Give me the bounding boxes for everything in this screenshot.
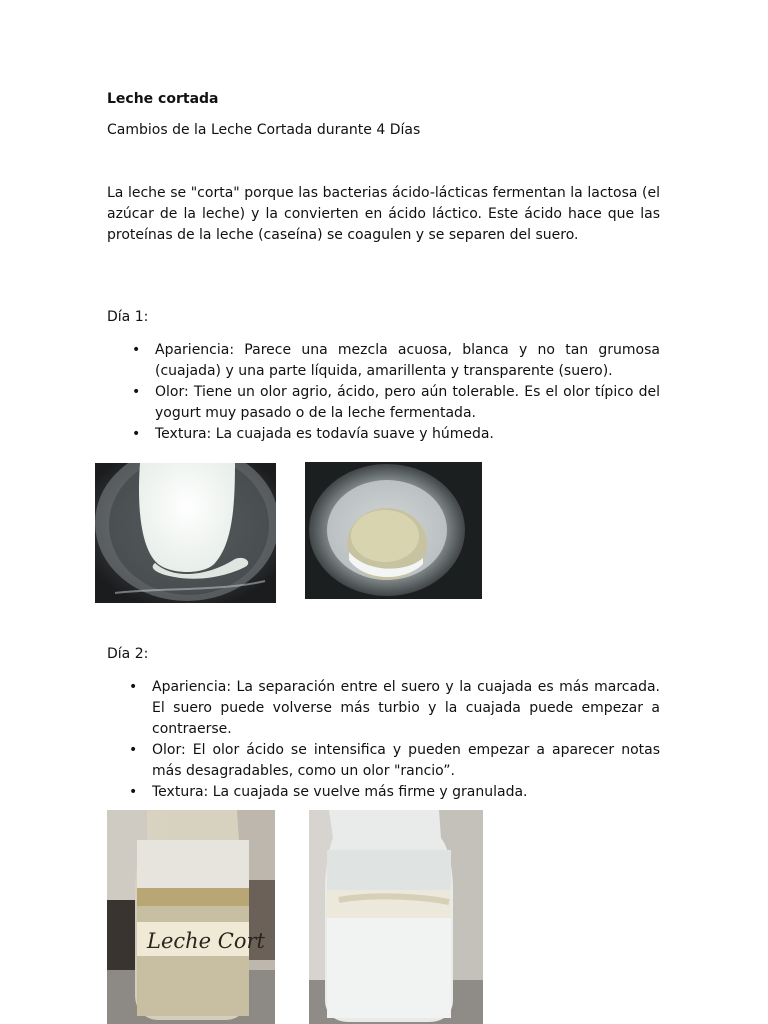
day-2-list bbox=[152, 677, 660, 803]
list-item: • Olor: Tiene un olor agrio, ácido, pero aún tolerable. Es el olor típico del yogurt muy pasado o de la leche fermentada. bbox=[155, 382, 660, 424]
day-1-heading: Día 1: bbox=[107, 309, 149, 325]
list-item: • Apariencia: La separación entre el suero y la cuajada es más marcada. El suero puede volverse más turbio y la cuajada puede empezar a contraerse. bbox=[152, 677, 660, 740]
list-item: • Textura: La cuajada se vuelve más firme y granulada. bbox=[152, 782, 660, 803]
document-title: Leche cortada bbox=[107, 91, 219, 107]
list-item: • Apariencia: Parece una mezcla acuosa, blanca y no tan grumosa (cuajada) y una parte líquida, amarillenta y transparente (suero). bbox=[155, 340, 660, 382]
day-2-heading: Día 2: bbox=[107, 646, 149, 662]
photo-bottle-labeled bbox=[107, 810, 275, 1024]
list-item: • Textura: La cuajada es todavía suave y húmeda. bbox=[155, 424, 660, 445]
day-1-list bbox=[155, 340, 660, 445]
photo-bowl-curd bbox=[305, 462, 482, 599]
photo-bowl-milk bbox=[95, 463, 276, 603]
list-item: • Olor: El olor ácido se intensifica y pueden empezar a aparecer notas más desagradables, como un olor "rancio”. bbox=[152, 740, 660, 782]
intro-paragraph: La leche se "corta" porque las bacterias ácido-lácticas fermentan la lactosa (el azúcar de la leche) y la convierten en ácido láctico. Este ácido hace que las proteínas de la leche (caseína) se coagulen y se separen del suero. bbox=[107, 185, 660, 243]
photo-bottle-milk bbox=[309, 810, 483, 1024]
document-subtitle: Cambios de la Leche Cortada durante 4 Días bbox=[107, 122, 421, 138]
bottle-label-text: Leche Cort bbox=[147, 929, 265, 953]
